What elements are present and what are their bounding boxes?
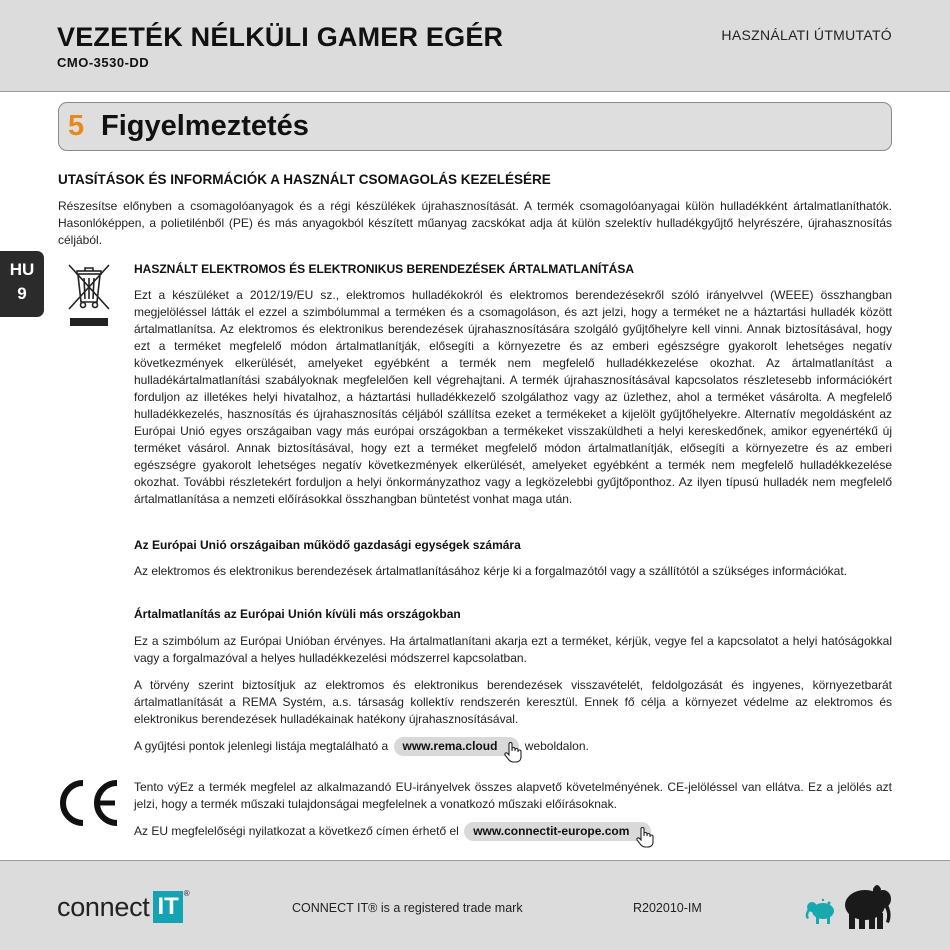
elephants-icon xyxy=(803,879,895,931)
section-title-box xyxy=(58,102,892,151)
ce-text: Tento výEz a termék megfelel az alkalmazandó EU-irányelvek összes alapvető követelményének. CE-jelöléssel van ellátva. Ez a jelölés azt jelzi, hogy a termék műszaki tulajdonságai megfelelnek a vonatkozó műszaki előírásoknak. xyxy=(134,780,892,811)
eu-heading: Az Európai Unió országaiban működő gazdasági egységek számára xyxy=(134,538,521,552)
hand-pointer-icon xyxy=(635,826,655,848)
section-title: Figyelmeztetés xyxy=(101,110,309,142)
page-footer xyxy=(0,860,950,950)
document-code: R202010-IM xyxy=(633,901,702,915)
connect-it-logo xyxy=(57,889,190,925)
crossed-bin-icon xyxy=(64,262,114,330)
language-page-tab xyxy=(0,251,44,317)
product-title: VEZETÉK NÉLKÜLI GAMER EGÉR xyxy=(57,22,504,52)
document-type: HASZNÁLATI ÚTMUTATÓ xyxy=(721,27,892,43)
collection-prefix: A gyűjtési pontok jelenlegi listája megtalálható a xyxy=(134,739,389,753)
page-number: 9 xyxy=(17,284,27,303)
rema-link-label: www.rema.cloud xyxy=(402,739,498,753)
declaration-prefix: Az EU megfelelőségi nyilatkozat a következő címen érhető el xyxy=(134,824,459,838)
logo-it-text: IT xyxy=(153,891,182,923)
collection-suffix: weboldalon. xyxy=(524,739,589,753)
packaging-heading: UTASÍTÁSOK ÉS INFORMÁCIÓK A HASZNÁLT CSOMAGOLÁS KEZELÉSÉRE xyxy=(58,172,551,187)
weee-heading: HASZNÁLT ELEKTROMOS ÉS ELEKTRONIKUS BERENDEZÉSEK ÁRTALMATLANÍTÁSA xyxy=(134,262,634,276)
logo-connect-text: connect xyxy=(57,891,150,922)
non-eu-heading: Ártalmatlanítás az Európai Unión kívüli más országokban xyxy=(134,607,461,621)
declaration-line xyxy=(134,822,892,841)
rema-link[interactable] xyxy=(394,737,520,756)
weee-text: Ezt a készüléket a 2012/19/EU sz., elektromos hulladékokról és elektromos berendezésekről szóló irányelvvel (WEEE) összhangban megjelöléssel látták el ezzel a szimbólummal a terméken és a csomagoláson, és azt jelzi, hogy a terméket ne a háztartási hulladék között ártalmatlanítsa. Az elektromos és elektronikus berendezések újrahasznosítására szolgáló gyűjtőhelyre kell vinni. Annak biztosításával, hogy ezt a terméket megfelelő módon ártalmatlanítják, elősegíti a környezetre és az emberi egészségre gyakorolt lehetséges negatív következmények elkerülését, amelyeket egyébként a termék nem megfelelő hulladékkezelése okozhat. Az ártalmatlanítást a hulladékártalmatlanítási szabályoknak megfelelően kell végrehajtani. A termék újrahasznosításával kapcsolatos részletesebb információkért forduljon az illetékes helyi hivatalhoz, a háztartási hulladékkezelő szolgálathoz vagy az üzlethez, ahol a terméket vásárolta. A megfelelő hulladékkezelés, hasznosítás és újrahasznosítás céljából szállítsa ezeket a termékeket a kijelölt gyűjtőhelyekre. Alternatív megoldásként az Európai Unió egyes országaiban vagy más európai országokban a termékeket visszaküldheti a helyi kereskedőnek, amikor egyenértékű új terméket vásárol. Annak biztosításával, hogy ezt a terméket megfelelő módon ártalmatlanítják, elősegíti a környezetre és az emberi egészségre gyakorolt lehetséges negatív következmények elkerülését, amelyeket egyébként a termék nem megfelelő hulladékkezelése okozhat. További részletekért forduljon a helyi önkormányzathoz vagy a legközelebbi gyűjtőponthoz. Az ilyen típusú hulladék nem megfelelő ártalmatlanítása a nemzeti előírásokkal összhangban büntetést vonhat maga után. xyxy=(134,288,892,506)
non-eu-text: Ez a szimbólum az Európai Unióban érvényes. Ha ártalmatlanítani akarja ezt a terméket, kérjük, vegye fel a kapcsolatot a helyi hatóságokkal vagy a forgalmazóval a helyes hulladékkezelési módszerrel kapcsolatban. xyxy=(134,634,892,665)
hand-pointer-icon xyxy=(503,741,523,763)
ce-mark-icon xyxy=(55,777,123,829)
trademark-notice: CONNECT IT® is a registered trade mark xyxy=(292,901,523,915)
rema-text: A törvény szerint biztosítjuk az elektromos és elektronikus berendezések visszavételét, feldolgozását és ingyenes, környezetbarát ártalmatlanítását a REMA Systém, a.s. társaság kollektív rendszerén keresztül. Ennek fő célja a környezet védelme az elektromos és elektronikus berendezések hulladékainak hatékony újrahasznosításával. xyxy=(134,678,892,726)
page-header xyxy=(0,0,950,92)
connectit-link[interactable] xyxy=(464,822,651,841)
logo-registered-mark: ® xyxy=(183,889,190,898)
language-code: HU xyxy=(9,260,35,279)
eu-text: Az elektromos és elektronikus berendezések ártalmatlanításához kérje ki a forgalmazótól vagy a szállítótól a szükséges információkat. xyxy=(134,564,848,578)
collection-points-line xyxy=(134,737,892,756)
connectit-link-label: www.connectit-europe.com xyxy=(473,824,630,838)
packaging-text: Részesítse előnyben a csomagolóanyagok és a régi készülékek újrahasznosítását. A termék csomagolóanyagai külön hulladékként ártalmatlaníthatók. Hasonlóképpen, a polietilénből (PE) és más anyagokból készített műanyag zacskókat adja át külön szelektív hulladékgyűjtő helyrészére, újrahasznosítás céljából. xyxy=(58,199,892,247)
section-number: 5 xyxy=(68,110,85,142)
product-code: CMO-3530-DD xyxy=(57,55,150,70)
